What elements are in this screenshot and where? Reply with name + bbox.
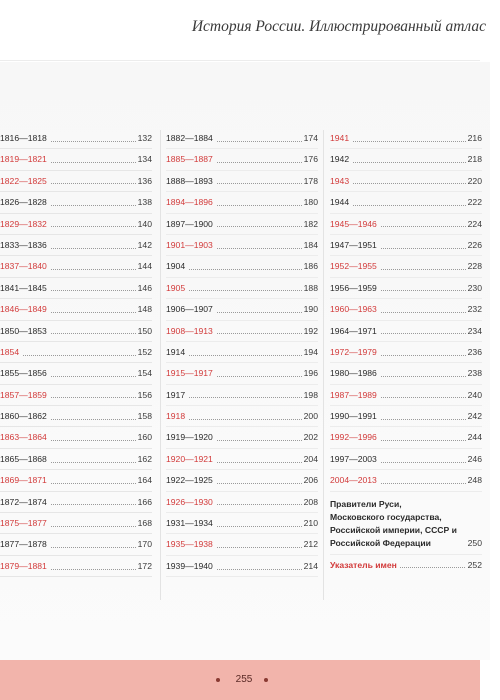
toc-entry-label: 1941 — [330, 133, 350, 143]
toc-entry[interactable] — [166, 235, 318, 256]
toc-entry-page: 198 — [303, 389, 318, 400]
toc-entry-page: 220 — [467, 175, 482, 186]
toc-entry-page: 164 — [137, 475, 152, 486]
leader-dots — [217, 312, 302, 313]
toc-entry-label: 1997—2003 — [330, 453, 377, 464]
leader-dots — [381, 290, 466, 291]
toc-entry-page: 242 — [467, 411, 482, 422]
toc-entry-label: 1972—1979 — [330, 346, 377, 357]
leader-dots — [381, 462, 466, 463]
leader-dots — [51, 376, 136, 377]
leader-dots — [353, 162, 466, 163]
toc-entry-label: 1922—1925 — [166, 475, 213, 486]
toc-entry[interactable] — [330, 299, 482, 320]
leader-dots — [51, 226, 136, 227]
leader-dots — [381, 333, 466, 334]
toc-entry[interactable] — [166, 513, 318, 534]
toc-entry-label: 1826—1828 — [0, 197, 47, 208]
leader-dots — [51, 569, 136, 570]
toc-entry-page: 202 — [303, 432, 318, 443]
toc-entry[interactable] — [330, 363, 482, 384]
leader-dots — [217, 162, 302, 163]
toc-entry[interactable] — [0, 449, 152, 470]
leader-dots — [381, 397, 466, 398]
toc-entry-page: 228 — [467, 261, 482, 272]
toc-entry-page: 238 — [467, 368, 482, 379]
leader-dots — [51, 419, 136, 420]
toc-entry[interactable] — [0, 513, 152, 534]
toc-entry-label: 1944 — [330, 197, 350, 208]
index-entry-page: 252 — [467, 559, 482, 570]
toc-entry-page: 226 — [467, 239, 482, 250]
toc-entry-page: 224 — [467, 218, 482, 229]
toc-entry-page: 152 — [137, 346, 152, 357]
column-divider — [323, 130, 324, 600]
leader-dots — [51, 547, 136, 548]
toc-entry-page: 188 — [303, 282, 318, 293]
leader-dots — [217, 440, 302, 441]
toc-entry-page: 162 — [137, 453, 152, 464]
toc-entry[interactable] — [166, 214, 318, 235]
toc-entry-label: 1865—1868 — [0, 453, 47, 464]
toc-entry[interactable] — [166, 427, 318, 448]
leader-dots — [381, 419, 466, 420]
toc-entry-label: 1964—1971 — [330, 325, 377, 336]
toc-entry-page: 210 — [303, 518, 318, 529]
toc-entry-label: 1841—1845 — [0, 282, 47, 293]
toc-entry-page: 186 — [303, 261, 318, 272]
toc-entry-label: 1857—1859 — [0, 389, 47, 400]
toc-entry-page: 132 — [137, 133, 152, 143]
leader-dots — [51, 269, 136, 270]
index-entry-label: Указатель имен — [330, 559, 397, 570]
toc-column-2 — [166, 128, 318, 577]
toc-entry-page: 166 — [137, 496, 152, 507]
leader-dots — [217, 226, 302, 227]
toc-entry-page: 204 — [303, 453, 318, 464]
toc-entry[interactable] — [0, 171, 152, 192]
toc-entry[interactable] — [330, 192, 482, 213]
toc-entry-page: 212 — [303, 539, 318, 550]
toc-entry-page: 246 — [467, 453, 482, 464]
leader-dots — [217, 547, 302, 548]
toc-entry-label: 1860—1862 — [0, 411, 47, 422]
toc-entry[interactable] — [330, 235, 482, 256]
toc-entry-label: 1882—1884 — [166, 133, 213, 143]
leader-dots — [51, 205, 136, 206]
toc-entry-page: 158 — [137, 411, 152, 422]
leader-dots — [51, 397, 136, 398]
toc-entry[interactable] — [330, 149, 482, 170]
footer-dot — [216, 678, 220, 682]
column-divider — [160, 130, 161, 600]
toc-entry[interactable] — [330, 128, 482, 149]
toc-entry-page: 134 — [137, 154, 152, 165]
leader-dots — [51, 462, 136, 463]
toc-entry-page: 216 — [467, 133, 482, 143]
toc-entry-page: 136 — [137, 175, 152, 186]
toc-entry-label: 1888—1893 — [166, 175, 213, 186]
toc-entry-label: 1906—1907 — [166, 304, 213, 315]
toc-entry-label: 1854 — [0, 346, 20, 357]
running-header — [0, 0, 500, 60]
toc-entry[interactable] — [0, 299, 152, 320]
leader-dots — [217, 504, 302, 505]
index-entry[interactable] — [330, 555, 482, 575]
toc-entry-page: 214 — [303, 560, 318, 571]
toc-entry[interactable] — [330, 342, 482, 363]
toc-entry-label: 1926—1930 — [166, 496, 213, 507]
leader-dots — [217, 483, 302, 484]
toc-entry-page: 160 — [137, 432, 152, 443]
toc-entry-label: 2004—2013 — [330, 475, 377, 486]
leader-dots — [381, 376, 466, 377]
toc-entry-page: 222 — [467, 197, 482, 208]
toc-entry[interactable] — [330, 171, 482, 192]
toc-entry[interactable] — [166, 171, 318, 192]
toc-entry[interactable] — [330, 214, 482, 235]
toc-entry-page: 148 — [137, 304, 152, 315]
leader-dots — [353, 183, 466, 184]
leader-dots — [217, 462, 302, 463]
toc-entry[interactable] — [330, 278, 482, 299]
leader-dots — [51, 141, 136, 142]
toc-entry-label: 1947—1951 — [330, 239, 377, 250]
toc-entry[interactable] — [166, 299, 318, 320]
toc-entry[interactable] — [0, 278, 152, 299]
toc-entry-label: 1897—1900 — [166, 218, 213, 229]
toc-entry-page: 248 — [467, 475, 482, 486]
leader-dots — [381, 248, 466, 249]
toc-entry[interactable] — [166, 278, 318, 299]
leader-dots — [381, 226, 466, 227]
toc-entry[interactable] — [0, 427, 152, 448]
toc-entry-page: 142 — [137, 239, 152, 250]
toc-entry-label: 1872—1874 — [0, 496, 47, 507]
toc-entry[interactable] — [166, 406, 318, 427]
leader-dots — [381, 440, 466, 441]
toc-entry[interactable] — [0, 321, 152, 342]
leader-dots — [217, 248, 302, 249]
toc-entry-page: 178 — [303, 175, 318, 186]
toc-entry-page: 174 — [303, 133, 318, 143]
rulers-entry-label: Правители Руси, Московского государства, Российской империи, СССР и Российской Федерации — [330, 498, 457, 548]
toc-entry[interactable] — [0, 192, 152, 213]
toc-entry[interactable] — [330, 470, 482, 491]
toc-entry-label: 1819—1821 — [0, 154, 47, 165]
leader-dots — [353, 205, 466, 206]
toc-entry-label: 1869—1871 — [0, 475, 47, 486]
toc-entry-page: 244 — [467, 432, 482, 443]
page-number: 255 — [235, 674, 253, 685]
toc-entry[interactable] — [0, 492, 152, 513]
leader-dots — [217, 333, 302, 334]
toc-entry-page: 172 — [137, 560, 152, 571]
leader-dots — [381, 269, 466, 270]
toc-entry-page: 140 — [137, 218, 152, 229]
leader-dots — [189, 355, 302, 356]
toc-entry[interactable] — [0, 149, 152, 170]
toc-entry[interactable] — [0, 406, 152, 427]
leader-dots — [217, 141, 302, 142]
toc-entry-page: 234 — [467, 325, 482, 336]
leader-dots — [51, 312, 136, 313]
leader-dots — [51, 440, 136, 441]
toc-entry[interactable] — [166, 492, 318, 513]
toc-entry[interactable] — [166, 321, 318, 342]
toc-entry-label: 1992—1996 — [330, 432, 377, 443]
leader-dots — [51, 504, 136, 505]
footer-dot — [264, 678, 268, 682]
leader-dots — [189, 419, 302, 420]
leader-dots — [217, 183, 302, 184]
toc-entry-page: 200 — [303, 411, 318, 422]
toc-entry-label: 1917 — [166, 389, 186, 400]
leader-dots — [381, 355, 466, 356]
toc-entry-label: 1901—1903 — [166, 239, 213, 250]
toc-entry-label: 1920—1921 — [166, 453, 213, 464]
toc-entry-page: 230 — [467, 282, 482, 293]
toc-entry-label: 1846—1849 — [0, 304, 47, 315]
toc-entry-page: 182 — [303, 218, 318, 229]
toc-entry-label: 1833—1836 — [0, 239, 47, 250]
leader-dots — [189, 397, 302, 398]
toc-entry[interactable] — [330, 385, 482, 406]
toc-entry-page: 144 — [137, 261, 152, 272]
toc-entry[interactable] — [166, 363, 318, 384]
toc-entry-label: 1935—1938 — [166, 539, 213, 550]
leader-dots — [400, 567, 465, 568]
toc-entry-page: 146 — [137, 282, 152, 293]
toc-entry-label: 1914 — [166, 346, 186, 357]
toc-entry-label: 1939—1940 — [166, 560, 213, 571]
toc-entry-page: 192 — [303, 325, 318, 336]
toc-entry[interactable] — [166, 449, 318, 470]
toc-entry-page: 218 — [467, 154, 482, 165]
leader-dots — [51, 248, 136, 249]
leader-dots — [217, 526, 302, 527]
toc-entry-page: 208 — [303, 496, 318, 507]
toc-column-3 — [330, 128, 482, 575]
toc-entry-page: 232 — [467, 304, 482, 315]
toc-entry-label: 1850—1853 — [0, 325, 47, 336]
toc-entry[interactable] — [166, 342, 318, 363]
toc-entry-page: 168 — [137, 518, 152, 529]
toc-entry[interactable] — [0, 363, 152, 384]
toc-entry-label: 1945—1946 — [330, 218, 377, 229]
toc-entry-page: 196 — [303, 368, 318, 379]
leader-dots — [217, 376, 302, 377]
toc-entry[interactable] — [166, 470, 318, 491]
toc-entry-page: 184 — [303, 239, 318, 250]
toc-entry-page: 240 — [467, 389, 482, 400]
toc-entry[interactable] — [0, 235, 152, 256]
toc-entry[interactable] — [0, 556, 152, 577]
toc-entry-page: 190 — [303, 304, 318, 315]
toc-entry-page: 206 — [303, 475, 318, 486]
toc-entry[interactable] — [0, 342, 152, 363]
toc-entry[interactable] — [166, 128, 318, 149]
toc-entry-label: 1943 — [330, 175, 350, 186]
toc-entry-label: 1952—1955 — [330, 261, 377, 272]
toc-entry-label: 1956—1959 — [330, 282, 377, 293]
toc-entry-label: 1875—1877 — [0, 518, 47, 529]
leader-dots — [51, 290, 136, 291]
toc-entry-page: 138 — [137, 197, 152, 208]
toc-entry-label: 1879—1881 — [0, 560, 47, 571]
toc-entry-label: 1987—1989 — [330, 389, 377, 400]
toc-entry-page: 150 — [137, 325, 152, 336]
toc-entry-label: 1915—1917 — [166, 368, 213, 379]
leader-dots — [51, 483, 136, 484]
leader-dots — [51, 162, 136, 163]
leader-dots — [381, 312, 466, 313]
toc-entry-label: 1829—1832 — [0, 218, 47, 229]
toc-entry[interactable] — [166, 256, 318, 277]
toc-entry-label: 1960—1963 — [330, 304, 377, 315]
toc-column-3-entries — [330, 128, 482, 492]
toc-entry[interactable] — [166, 149, 318, 170]
toc-entry-label: 1942 — [330, 154, 350, 165]
toc-entry-page: 176 — [303, 154, 318, 165]
toc-entry-label: 1908—1913 — [166, 325, 213, 336]
toc-entry-label: 1855—1856 — [0, 368, 47, 379]
toc-entry-label: 1931—1934 — [166, 518, 213, 529]
toc-entry-label: 1837—1840 — [0, 261, 47, 272]
toc-entry[interactable] — [330, 256, 482, 277]
toc-entry[interactable] — [0, 470, 152, 491]
toc-entry-label: 1885—1887 — [166, 154, 213, 165]
toc-entry[interactable] — [0, 385, 152, 406]
toc-entry[interactable] — [0, 256, 152, 277]
toc-entry-label: 1918 — [166, 411, 186, 422]
toc-entry-page: 180 — [303, 197, 318, 208]
leader-dots — [353, 141, 466, 142]
toc-entry-label: 1990—1991 — [330, 411, 377, 422]
toc-entry-page: 156 — [137, 389, 152, 400]
toc-entry-label: 1822—1825 — [0, 175, 47, 186]
page-edge — [490, 0, 500, 700]
leader-dots — [51, 526, 136, 527]
leader-dots — [217, 569, 302, 570]
toc-entry-label: 1894—1896 — [166, 197, 213, 208]
header-divider — [0, 60, 480, 61]
rulers-entry[interactable] — [330, 492, 482, 555]
toc-entry-label: 1905 — [166, 282, 186, 293]
toc-entry[interactable] — [330, 406, 482, 427]
toc-entry[interactable] — [166, 192, 318, 213]
toc-entry[interactable] — [0, 128, 152, 149]
leader-dots — [381, 483, 466, 484]
leader-dots — [217, 205, 302, 206]
leader-dots — [51, 183, 136, 184]
toc-entry[interactable] — [0, 534, 152, 555]
toc-entry[interactable] — [0, 214, 152, 235]
leader-dots — [189, 290, 302, 291]
toc-entry[interactable] — [330, 321, 482, 342]
rulers-entry-page: 250 — [467, 537, 482, 548]
book-title: История России. Иллюстрированный атлас — [191, 18, 486, 35]
toc-entry-label: 1980—1986 — [330, 368, 377, 379]
toc-entry-label: 1877—1878 — [0, 539, 47, 550]
toc-entry[interactable] — [330, 427, 482, 448]
toc-entry[interactable] — [330, 449, 482, 470]
toc-column-1 — [0, 128, 152, 577]
toc-entry-page: 194 — [303, 346, 318, 357]
toc-entry-page: 170 — [137, 539, 152, 550]
toc-entry-page: 154 — [137, 368, 152, 379]
leader-dots — [51, 333, 136, 334]
toc-entry-label: 1904 — [166, 261, 186, 272]
toc-entry[interactable] — [166, 556, 318, 577]
toc-entry[interactable] — [166, 534, 318, 555]
leader-dots — [23, 355, 136, 356]
toc-entry-label: 1863—1864 — [0, 432, 47, 443]
toc-entry-page: 236 — [467, 346, 482, 357]
leader-dots — [189, 269, 302, 270]
toc-entry[interactable] — [166, 385, 318, 406]
toc-entry-label: 1919—1920 — [166, 432, 213, 443]
toc-entry-label: 1816—1818 — [0, 133, 47, 143]
